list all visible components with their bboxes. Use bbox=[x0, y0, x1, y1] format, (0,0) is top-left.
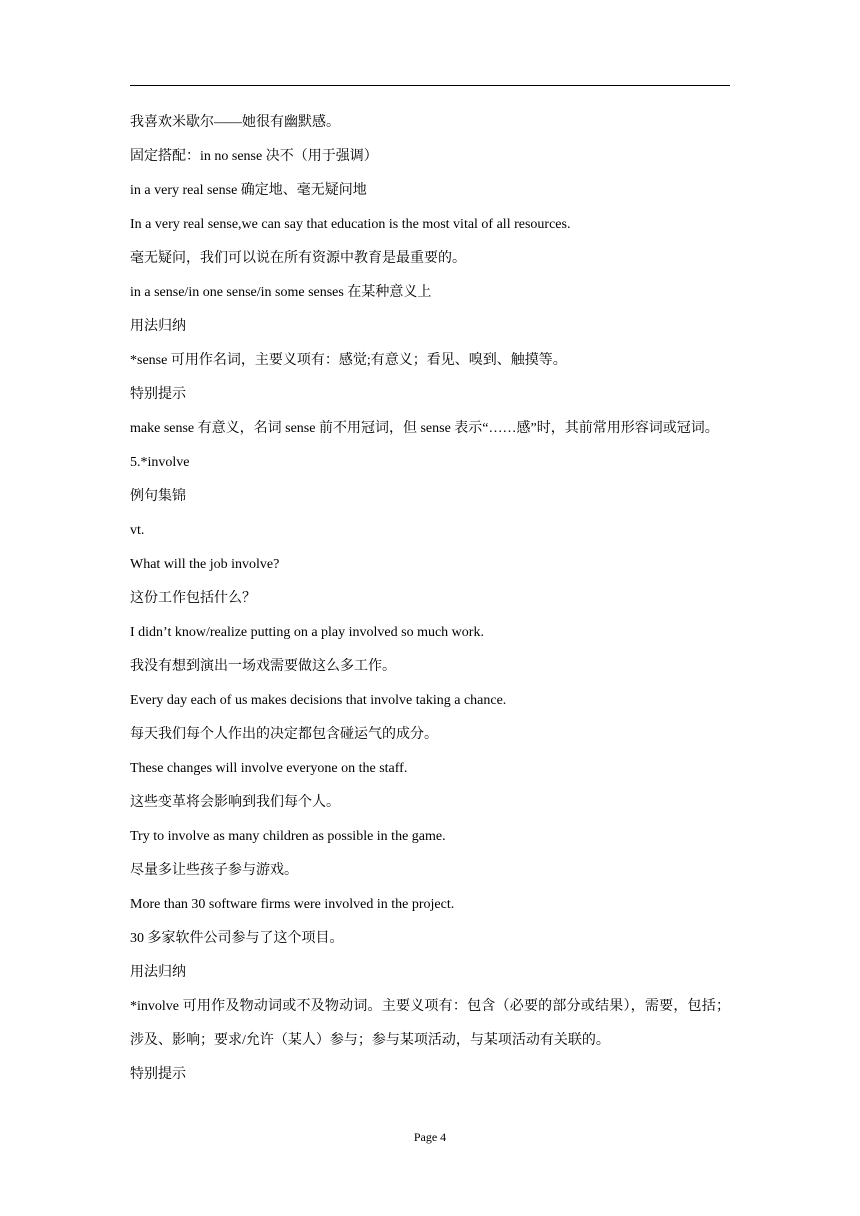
example-sentence: More than 30 software firms were involved in the project. bbox=[130, 897, 455, 912]
example-translation: 这些变革将会影响到我们每个人。 bbox=[130, 795, 340, 810]
example-translation: 这份工作包括什么？ bbox=[130, 591, 256, 606]
fixed-collocation: 固定搭配：in no sense 决不（用于强调） bbox=[130, 149, 378, 164]
example-translation: 尽量多让些孩子参与游戏。 bbox=[130, 863, 298, 878]
section-heading: 特别提示 bbox=[130, 387, 186, 402]
usage-summary: *sense 可用作名词，主要义项有：感觉;有意义；看见、嗅到、触摸等。 bbox=[130, 353, 567, 368]
usage-summary: *involve 可用作及物动词或不及物动词。主要义项有：包含（必要的部分或结果），需要，包括；涉及、影响；要求/允许（某人）参与；参与某项活动，与某项活动有关联的。 bbox=[130, 999, 730, 1048]
example-translation: 30 多家软件公司参与了这个项目。 bbox=[130, 931, 344, 946]
collocation-item: in a sense/in one sense/in some senses 在某种意义上 bbox=[130, 285, 432, 300]
example-translation: 我没有想到演出一场戏需要做这么多工作。 bbox=[130, 659, 396, 674]
example-sentence: Every day each of us makes decisions that involve taking a chance. bbox=[130, 693, 507, 708]
example-sentence: These changes will involve everyone on the staff. bbox=[130, 761, 408, 776]
entry-heading: 5.*involve bbox=[130, 455, 190, 470]
section-heading: 例句集锦 bbox=[130, 489, 186, 504]
example-sentence: Try to involve as many children as possible in the game. bbox=[130, 829, 446, 844]
header-rule bbox=[130, 85, 730, 86]
example-sentence: I didn’t know/realize putting on a play involved so much work. bbox=[130, 625, 484, 640]
section-heading: 用法归纳 bbox=[130, 965, 186, 980]
example-sentence: In a very real sense,we can say that education is the most vital of all resources. bbox=[130, 217, 571, 232]
document-body bbox=[130, 106, 730, 1092]
part-of-speech: vt. bbox=[130, 523, 145, 538]
example-translation: 每天我们每个人作出的决定都包含碰运气的成分。 bbox=[130, 727, 438, 742]
example-sentence: What will the job involve? bbox=[130, 557, 280, 572]
collocation-item: in a very real sense 确定地、毫无疑问地 bbox=[130, 183, 367, 198]
special-note: make sense 有意义，名词 sense 前不用冠词，但 sense 表示“……感”时，其前常用形容词或冠词。 bbox=[130, 421, 719, 436]
example-translation: 毫无疑问，我们可以说在所有资源中教育是最重要的。 bbox=[130, 251, 466, 266]
page-number: Page 4 bbox=[413, 1130, 447, 1144]
example-translation: 我喜欢米歇尔——她很有幽默感。 bbox=[130, 115, 340, 130]
section-heading: 用法归纳 bbox=[130, 319, 186, 334]
section-heading: 特别提示 bbox=[130, 1067, 186, 1082]
